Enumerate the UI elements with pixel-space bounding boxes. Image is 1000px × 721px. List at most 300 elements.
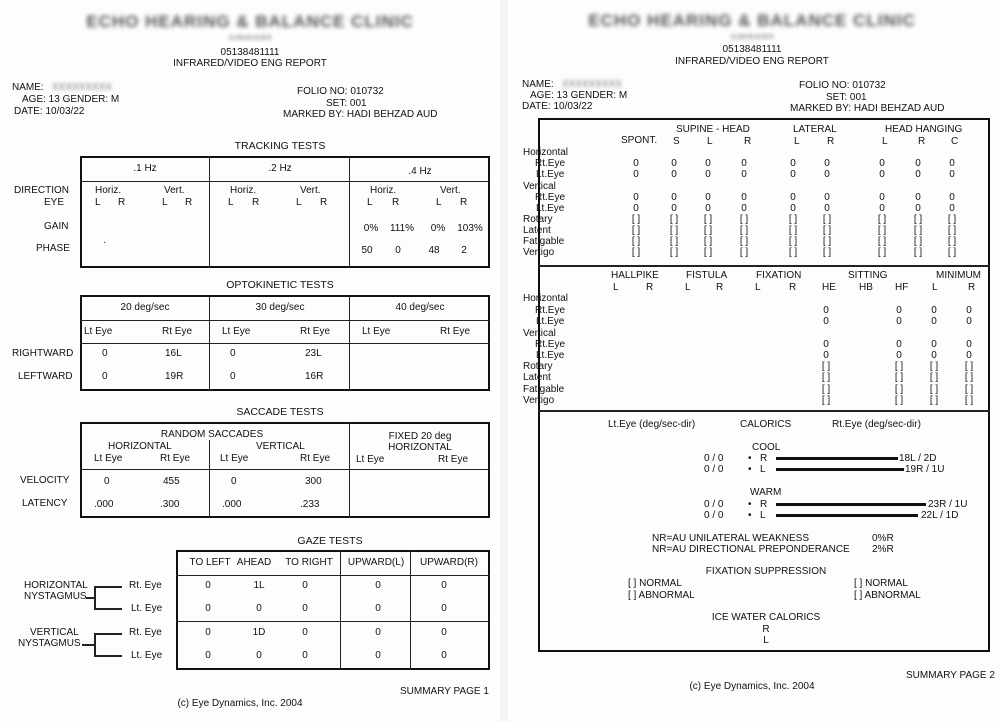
zero-cell: 0 [705,203,711,214]
age-gender-2: AGE: 13 GENDER: M [530,90,628,101]
bullet: • [748,499,752,510]
bullet: • [748,510,752,521]
zero-cell: 0 [949,203,955,214]
bracket-cell: [ ] [929,395,939,406]
report-title: INFRARED/VIDEO ENG REPORT [173,58,327,69]
zero-cell: 0 [966,350,972,361]
sub-r: R [744,136,752,147]
sac-lt-1: Lt Eye [94,453,123,464]
sub-l: L [613,282,619,293]
report-title-2: INFRARED/VIDEO ENG REPORT [675,56,829,67]
gaze-value: 0 [302,650,308,661]
spont-header: SPONT. [621,135,658,146]
clinic-sub: SUBHEADER [228,35,272,42]
speed-30: 30 deg/sec [255,302,305,313]
lr-l: L [436,197,442,208]
sub-hb: HB [859,282,873,293]
gain-value: 111% [389,223,415,234]
bracket-cell: [ ] [947,225,957,236]
vertical-nystagmus-2: NYSTAGMUS [18,638,81,649]
gaze-value: 0 [375,650,381,661]
row-label: Vertigo [523,247,555,258]
zero-cell: 0 [705,192,711,203]
okn-value: 16L [165,348,182,359]
bracket-cell: [ ] [964,395,974,406]
gaze-value: 0 [441,603,447,614]
zero-cell: 0 [790,192,796,203]
zero-cell: 0 [966,339,972,350]
summary-page-2 [508,0,1000,721]
gaze-value: 0 [302,627,308,638]
sac-lt-3: Lt Eye [356,454,385,465]
gaze-value: 0 [302,603,308,614]
warm-l-value: 22L / 1D [921,510,959,521]
bracket-cell: [ ] [703,247,713,258]
zero-cell: 0 [879,192,885,203]
sub-r: R [968,282,976,293]
gaze-value: 0 [375,603,381,614]
sac-lt-2: Lt Eye [220,453,249,464]
cool-r-bar [776,457,898,460]
set-2: SET: 001 [826,92,867,103]
bracket-cell: [ ] [894,361,904,372]
sub-r: R [716,282,724,293]
sac-vertical: VERTICAL [256,441,305,452]
direction-label: DIRECTION [14,185,69,196]
phase-value: 48 [428,245,440,256]
sub-r: R [827,136,835,147]
name-label-2: NAME: [522,79,554,90]
bracket-cell: [ ] [631,247,641,258]
random-saccades: RANDOM SACCADES [160,429,264,440]
warm-l: L [760,510,766,521]
bracket-cell: [ ] [669,247,679,258]
row-label: Rt.Eye [535,305,566,316]
gaze-value: 0 [441,650,447,661]
bracket-cell: [ ] [821,361,831,372]
folio-2: FOLIO NO: 010732 [799,80,886,91]
zero-cell: 0 [633,169,639,180]
bracket-cell: [ ] [913,247,923,258]
sub-l: L [882,136,888,147]
lr-r: R [118,197,126,208]
row-label: Lt.Eye [536,316,565,327]
zero-cell: 0 [966,305,972,316]
summary-page-2-label: SUMMARY PAGE 2 [906,670,995,681]
page-gap [500,0,508,721]
warm-zz-l: 0 / 0 [704,510,724,521]
okn-rt-3: Rt Eye [440,326,471,337]
bracket-cell: [ ] [669,236,679,247]
velocity-value: 0 [231,476,237,487]
sub-r: R [789,282,797,293]
row-label: Lt.Eye [536,169,565,180]
bracket-cell: [ ] [964,361,974,372]
calorics-title: CALORICS [740,419,792,430]
bracket-cell: [ ] [703,225,713,236]
zero-cell: 0 [896,305,902,316]
freq-3: .4 Hz [408,166,432,177]
zero-cell: 0 [824,203,830,214]
bracket-cell: [ ] [947,214,957,225]
gaze-value: 0 [256,650,262,661]
zero-cell: 0 [879,158,885,169]
gaze-title: GAZE TESTS [297,535,363,547]
bracket-cell: [ ] [913,225,923,236]
fistula-header: FISTULA [686,270,728,281]
lr-l: L [162,197,168,208]
zero-cell: 0 [741,192,747,203]
row-label: Vertical [523,328,556,339]
warm-r-bar [776,503,926,506]
sub-l: L [755,282,761,293]
warm-label: WARM [750,487,782,498]
latency-value: .000 [222,499,242,510]
hallpike-header: HALLPIKE [611,270,659,281]
bracket-cell: [ ] [877,236,887,247]
eye-label: EYE [44,197,65,208]
name-label: NAME: [12,82,44,93]
okn-rt-2: Rt Eye [300,326,331,337]
bracket-cell: [ ] [739,225,749,236]
sub-l: L [707,136,713,147]
sac-rt-3: Rt Eye [438,454,469,465]
okn-value: 23L [305,348,322,359]
row-label: Horizontal [523,293,569,304]
zero-cell: 0 [949,158,955,169]
sub-l: L [932,282,938,293]
cool-l-value: 19R / 1U [905,464,945,475]
gain-value: 0% [430,223,446,234]
bracket-cell: [ ] [669,214,679,225]
bracket-cell: [ ] [822,236,832,247]
cool-zz-r: 0 / 0 [704,453,724,464]
sac-rt-2: Rt Eye [300,453,331,464]
zero-cell: 0 [931,339,937,350]
zero-cell: 0 [790,203,796,214]
velocity-label: VELOCITY [20,475,70,486]
zero-cell: 0 [896,316,902,327]
zero-cell: 0 [633,192,639,203]
zero-cell: 0 [949,192,955,203]
cool-r-value: 18L / 2D [899,453,937,464]
zero-cell: 0 [896,339,902,350]
lr-r: R [252,197,260,208]
date-2: DATE: 10/03/22 [522,101,593,112]
bracket-cell: [ ] [631,236,641,247]
gaze-value: 0 [205,603,211,614]
lr-r: R [392,197,400,208]
gaze-value: 0 [375,627,381,638]
vertical-nystagmus: VERTICAL [30,627,79,638]
gaze-value: 0 [205,650,211,661]
phase-value: 2 [461,245,467,256]
copyright-2: (c) Eye Dynamics, Inc. 2004 [689,681,815,692]
bracket-cell: [ ] [822,247,832,258]
bracket-cell: [ ] [739,214,749,225]
ice-r: R [762,624,770,635]
clinic-name-2: ECHO HEARING & BALANCE CLINIC [588,11,916,30]
lr-r: R [320,197,328,208]
row-label: Latent [523,372,551,383]
bracket-cell: [ ] [669,225,679,236]
unilateral-weakness: NR=AU UNILATERAL WEAKNESS [652,533,809,544]
bracket-cell: [ ] [929,361,939,372]
zero-cell: 0 [671,169,677,180]
gaze-lt-1: Lt. Eye [131,603,163,614]
bracket-cell: [ ] [821,395,831,406]
bracket-cell: [ ] [964,372,974,383]
sub-he: HE [822,282,836,293]
okn-value: 0 [102,371,108,382]
okn-lt-1: Lt Eye [84,326,113,337]
bracket-cell: [ ] [821,384,831,395]
zero-cell: 0 [705,169,711,180]
bracket-cell: [ ] [703,236,713,247]
zero-cell: 0 [915,169,921,180]
row-label: Fatigable [523,236,565,247]
zero-cell: 0 [824,192,830,203]
zero-cell: 0 [790,169,796,180]
bracket-cell: [ ] [788,225,798,236]
zero-cell: 0 [671,192,677,203]
calorics-rt: Rt.Eye (deg/sec-dir) [832,419,921,430]
bracket-cell: [ ] [877,225,887,236]
summary-page-1-label: SUMMARY PAGE 1 [400,686,489,697]
trk-vert-3: Vert. [440,185,461,196]
gaze-value: 0 [256,603,262,614]
normal-right: [ ] NORMAL [854,578,908,589]
bracket-cell: [ ] [913,214,923,225]
lateral-header: LATERAL [793,124,837,135]
bracket-cell: [ ] [964,384,974,395]
freq-2: .2 Hz [268,163,292,174]
gaze-value: 1L [253,580,265,591]
fixed-20: FIXED 20 deg [388,431,452,442]
zero-cell: 0 [823,339,829,350]
sac-rt-1: Rt Eye [160,453,191,464]
row-label: Rt.Eye [535,339,566,350]
set: SET: 001 [326,98,367,109]
lr-l: L [367,197,373,208]
row-label: Lt.Eye [536,350,565,361]
gaze-value: 0 [441,627,447,638]
lr-l: L [95,197,101,208]
bracket-cell: [ ] [631,214,641,225]
date: DATE: 10/03/22 [14,106,85,117]
bracket-cell: [ ] [703,214,713,225]
zero-cell: 0 [633,158,639,169]
bracket-cell: [ ] [739,247,749,258]
trk-vert-1: Vert. [164,185,185,196]
bullet: • [748,464,752,475]
bracket-cell: [ ] [929,384,939,395]
trk-horiz-1: Horiz. [95,185,122,196]
zero-cell: 0 [824,158,830,169]
gain-label: GAIN [44,221,69,232]
directional-preponderance: NR=AU DIRECTIONAL PREPONDERANCE [652,544,850,555]
gaze-col: UPWARD(R) [420,557,478,568]
uw-value: 0%R [872,533,894,544]
freq-1: .1 Hz [133,163,157,174]
bracket-cell: [ ] [631,225,641,236]
hanging-header: HEAD HANGING [885,124,963,135]
sub-c: C [951,136,959,147]
sub-l: L [685,282,691,293]
sub-s: S [673,136,680,147]
latency-value: .000 [94,499,114,510]
tracking-title: TRACKING TESTS [234,140,326,152]
bracket-cell: [ ] [877,247,887,258]
gaze-value: 0 [441,580,447,591]
gaze-value: 0 [205,627,211,638]
bracket-cell: [ ] [788,247,798,258]
name-value-2: XXXXXXXXX [562,79,623,90]
row-label: Latent [523,225,551,236]
gaze-col: UPWARD(L) [347,557,405,568]
okn-value: 0 [102,348,108,359]
gaze-rt-1: Rt. Eye [129,580,162,591]
lr-l: L [296,197,302,208]
gaze-value: 0 [302,580,308,591]
velocity-value: 455 [163,476,180,487]
bracket-cell: [ ] [947,247,957,258]
fixation-suppression-title: FIXATION SUPPRESSION [705,566,827,577]
bracket-cell: [ ] [929,372,939,383]
zero-cell: 0 [931,305,937,316]
okn-lt-2: Lt Eye [222,326,251,337]
bracket-cell: [ ] [894,395,904,406]
gain-value: 103% [457,223,483,234]
copyright-1: (c) Eye Dynamics, Inc. 2004 [177,698,303,709]
okn-lt-3: Lt Eye [362,326,391,337]
optokinetic-title: OPTOKINETIC TESTS [226,279,334,291]
rightward-label: RIGHTWARD [12,348,74,359]
sub-hf: HF [895,282,909,293]
zero-cell: 0 [949,169,955,180]
calorics-lt: Lt.Eye (deg/sec-dir) [608,419,696,430]
gaze-value: 0 [375,580,381,591]
clinic-name: ECHO HEARING & BALANCE CLINIC [86,12,414,31]
zero-cell: 0 [915,192,921,203]
lr-r: R [185,197,193,208]
gaze-col: TO RIGHT [285,557,333,568]
trk-horiz-3: Horiz. [370,185,397,196]
zero-cell: 0 [741,203,747,214]
clinic-sub-2: SUBHEADER [730,34,774,41]
fixed-horizontal: HORIZONTAL [388,442,452,453]
bracket-cell: [ ] [821,372,831,383]
gaze-value: 1D [252,627,266,638]
zero-cell: 0 [915,203,921,214]
phone: 05138481111 [220,47,280,58]
zero-cell: 0 [705,158,711,169]
zero-cell: 0 [931,316,937,327]
bracket-cell: [ ] [788,214,798,225]
bullet: • [748,453,752,464]
row-label: Rotary [523,361,553,372]
marked-by: MARKED BY: HADI BEHZAD AUD [283,109,438,120]
name-value: XXXXXXXXX [52,82,113,93]
sub-l: L [794,136,800,147]
bracket-cell: [ ] [947,236,957,247]
gaze-lt-2: Lt. Eye [131,650,163,661]
bracket-cell: [ ] [894,372,904,383]
warm-r-value: 23R / 1U [928,499,968,510]
bracket-cell: [ ] [788,236,798,247]
bracket-cell: [ ] [822,214,832,225]
zero-cell: 0 [741,169,747,180]
latency-value: .233 [300,499,320,510]
gaze-col: TO LEFT [189,557,231,568]
abnormal-right: [ ] ABNORMAL [854,590,921,601]
warm-zz-r: 0 / 0 [704,499,724,510]
age-gender: AGE: 13 GENDER: M [22,94,120,105]
phase-label: PHASE [36,243,70,254]
zero-cell: 0 [671,203,677,214]
speed-40: 40 deg/sec [395,302,445,313]
zero-cell: 0 [896,350,902,361]
zero-cell: 0 [966,316,972,327]
lr-r: R [460,197,468,208]
marked-by-2: MARKED BY: HADI BEHZAD AUD [790,103,945,114]
row-label: Horizontal [523,147,569,158]
warm-l-bar [776,514,918,517]
ice-l: L [763,635,769,646]
sac-horizontal: HORIZONTAL [108,441,172,452]
row-label: Lt.Eye [536,203,565,214]
folio: FOLIO NO: 010732 [297,86,384,97]
row-label: Rt.Eye [535,192,566,203]
supine-header: SUPINE - HEAD [676,124,750,135]
ice-water-calorics: ICE WATER CALORICS [711,612,821,623]
okn-value: 16R [305,371,324,382]
zero-cell: 0 [823,305,829,316]
phase-value: 50 [361,245,373,256]
bracket-cell: [ ] [894,384,904,395]
bracket-cell: [ ] [739,236,749,247]
bracket-cell: [ ] [877,214,887,225]
row-label: Rotary [523,214,553,225]
leftward-label: LEFTWARD [18,371,73,382]
cool-label: COOL [752,442,781,453]
dp-value: 2%R [872,544,894,555]
phase-value: 0 [395,245,401,256]
saccade-title: SACCADE TESTS [236,406,324,418]
zero-cell: 0 [633,203,639,214]
gaze-value: 0 [205,580,211,591]
gaze-rt-2: Rt. Eye [129,627,162,638]
cool-l: L [760,464,766,475]
row-label: Vertigo [523,395,555,406]
cool-l-bar [776,468,904,471]
abnormal-left: [ ] ABNORMAL [628,590,695,601]
velocity-value: 0 [104,476,110,487]
zero-cell: 0 [915,158,921,169]
lr-l: L [228,197,234,208]
latency-label: LATENCY [22,498,68,509]
row-label: Vertical [523,181,556,192]
gain-value: 0% [363,223,379,234]
zero-cell: 0 [741,158,747,169]
normal-left: [ ] NORMAL [628,578,682,589]
zero-cell: 0 [879,203,885,214]
speck: · [103,237,107,248]
trk-vert-2: Vert. [300,185,321,196]
phone-2: 05138481111 [722,44,782,55]
zero-cell: 0 [879,169,885,180]
zero-cell: 0 [790,158,796,169]
